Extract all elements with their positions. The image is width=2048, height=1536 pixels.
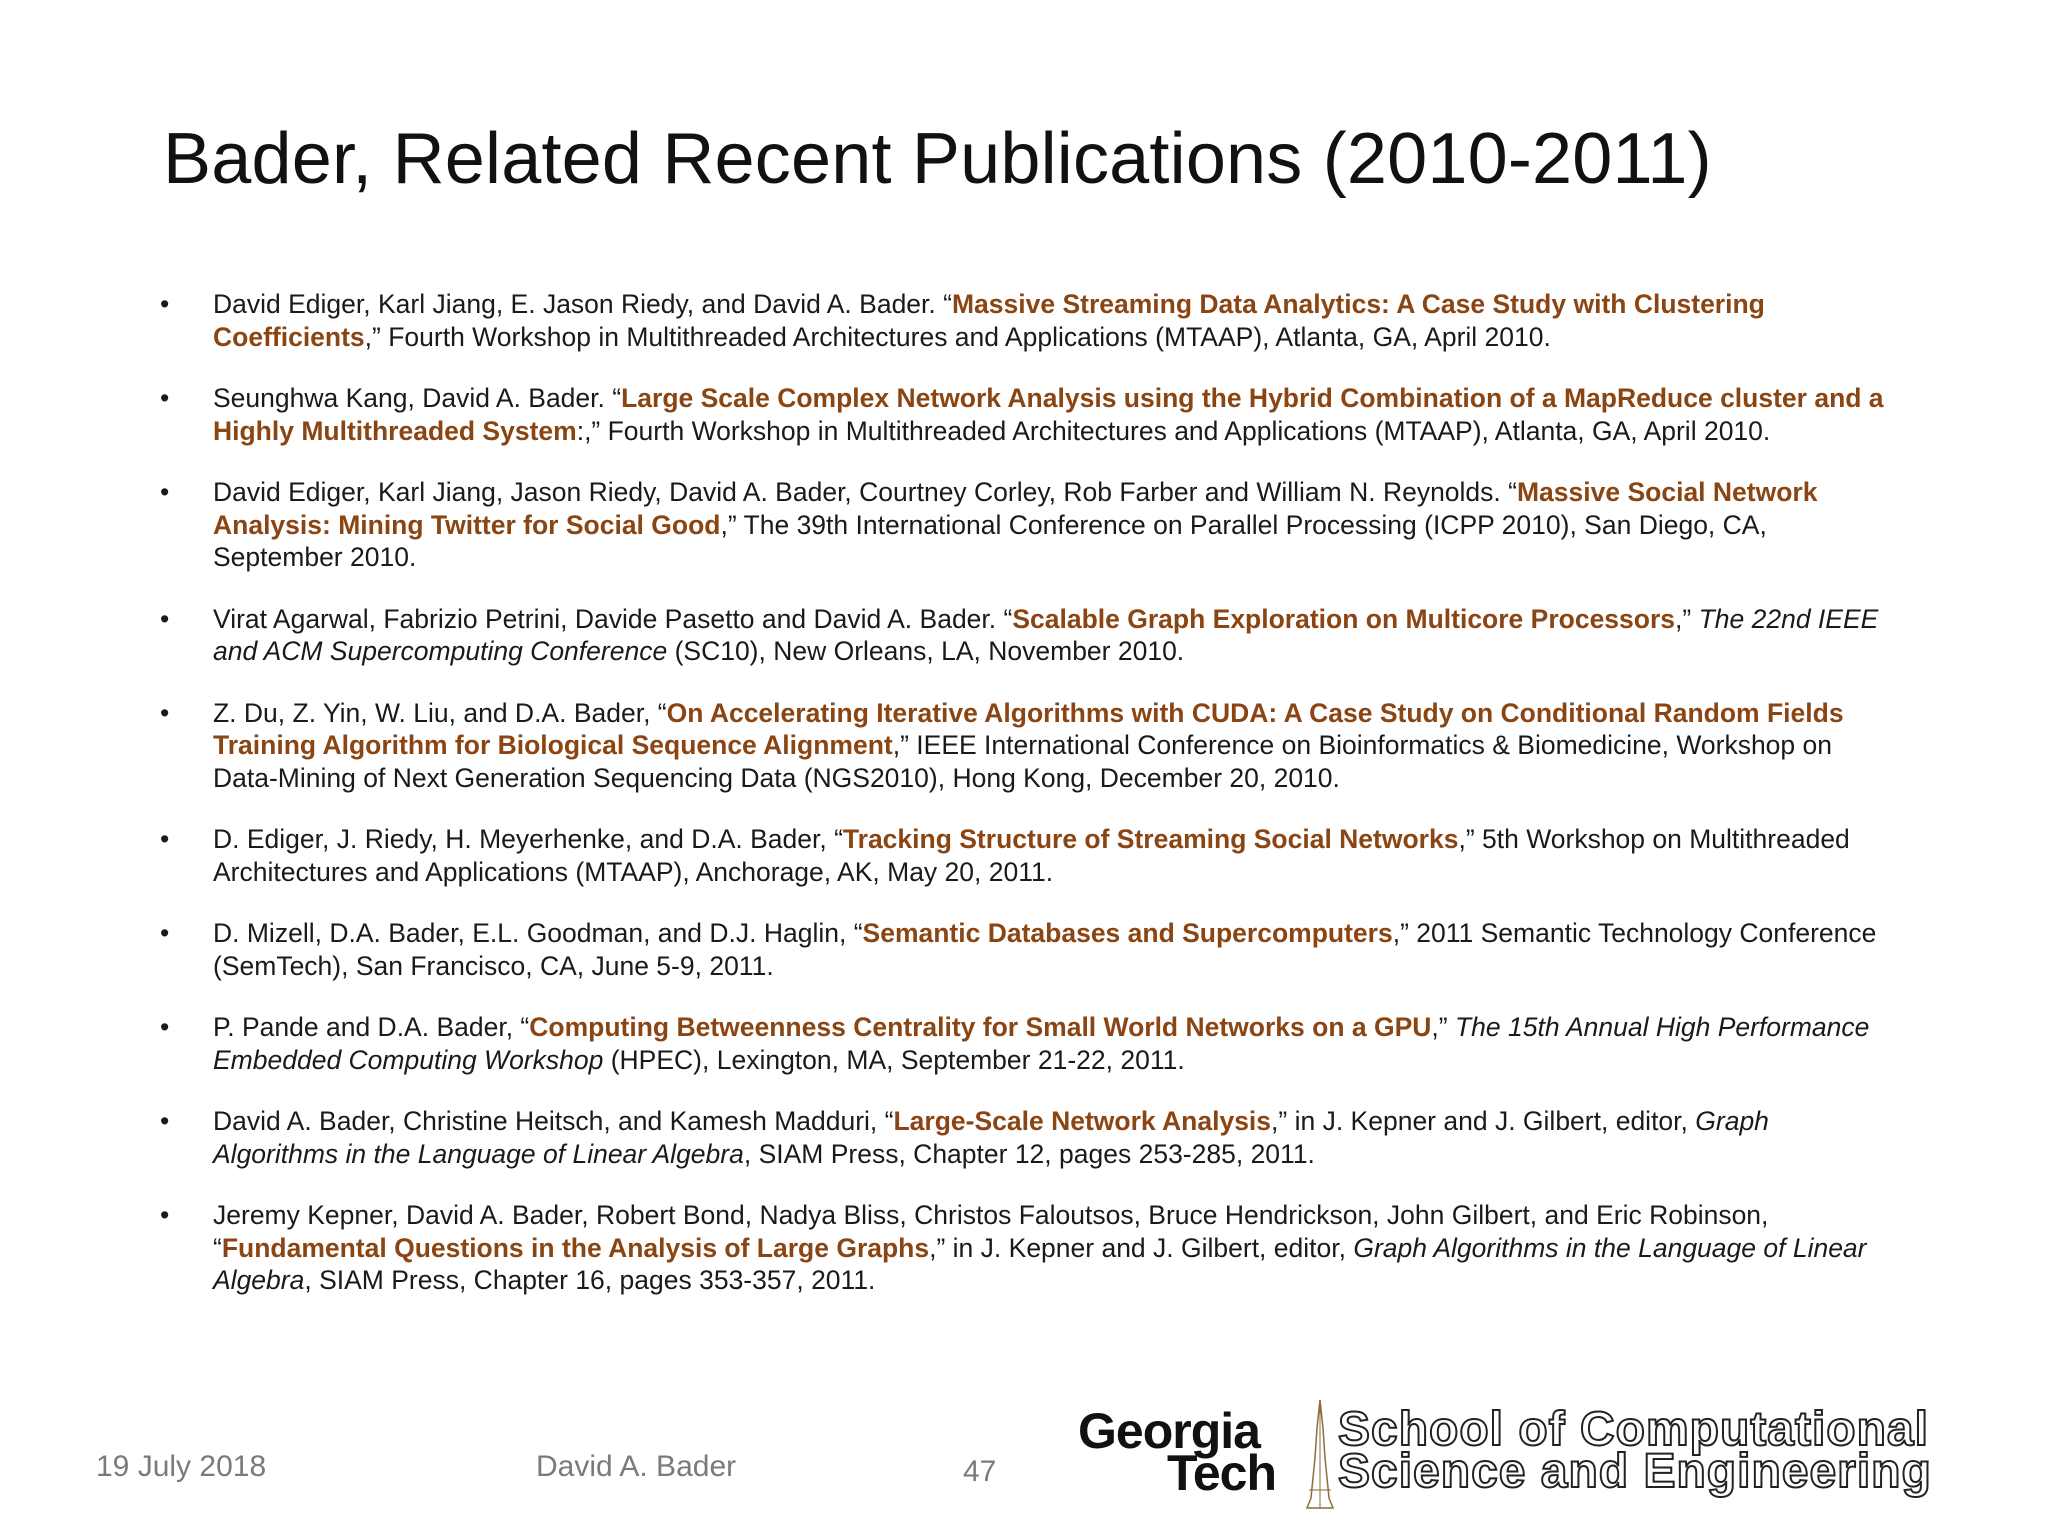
publication-text: (SC10), New Orleans, LA, November 2010. [667, 636, 1185, 666]
publication-title: Massive Streaming Data Analytics: A Case Study with Clustering Coefficients [213, 289, 1765, 352]
logo-tech-text: Tech [1167, 1445, 1276, 1501]
publication-text: ,” in J. Kepner and J. Gilbert, editor, [1271, 1106, 1696, 1136]
bullet-icon: • [160, 1012, 170, 1042]
publication-text: ,” The 39th International Conference on Parallel Processing (ICPP 2010), San Diego, CA, September 2010. [213, 509, 1767, 572]
publication-item [160, 288, 1900, 353]
publication-list [160, 288, 1900, 1326]
publication-item [160, 697, 1900, 795]
publication-title: Scalable Graph Exploration on Multicore Processors [1012, 603, 1676, 634]
publication-title: Large-Scale Network Analysis [893, 1106, 1272, 1136]
bullet-icon: • [160, 289, 170, 319]
publication-text: D. Mizell, D.A. Bader, E.L. Goodman, and D.J. Haglin, “ [213, 918, 863, 948]
page-number: 47 [963, 1455, 997, 1488]
publication-text: ,” 2011 Semantic Technology Conference (SemTech), San Francisco, CA, June 5-9, 2011. [213, 918, 1877, 981]
publication-title: Semantic Databases and Supercomputers [862, 918, 1393, 948]
publication-text: ,” IEEE International Conference on Bioinformatics & Biomedicine, Workshop on Data-Mining of Next Generation Sequencing Data (NGS2010), Hong Kong, December 20, 2010. [213, 730, 1832, 793]
bullet-icon: • [160, 918, 170, 948]
publication-item [160, 382, 1900, 447]
georgia-tech-logo [1078, 1398, 2024, 1510]
publication-item [160, 917, 1900, 982]
publication-text: Virat Agarwal, Fabrizio Petrini, Davide Pasetto and David A. Bader. “ [213, 603, 1013, 634]
tech-tower-icon [1303, 1398, 1337, 1510]
publication-text: (HPEC), Lexington, MA, September 21-22, 2011. [603, 1044, 1185, 1075]
publication-text: ,” [1431, 1012, 1455, 1042]
publication-text: ,” Fourth Workshop in Multithreaded Architectures and Applications (MTAAP), Atlanta, GA, April 2010. [364, 321, 1551, 352]
publication-title: Computing Betweenness Centrality for Small World Networks on a GPU [529, 1012, 1432, 1042]
publication-text: Jeremy Kepner, David A. Bader, Robert Bond, Nadya Bliss, Christos Faloutsos, Bruce Hendrickson, John Gilbert, and Eric Robinson, “ [213, 1200, 1769, 1263]
logo-school-line2: Science and Engineering [1338, 1445, 1932, 1498]
publication-title: Tracking Structure of Streaming Social Networks [842, 824, 1459, 854]
publication-text: ,” 5th Workshop on Multithreaded Architectures and Applications (MTAAP), Anchorage, AK, May 20, 2011. [213, 824, 1850, 887]
publication-text: P. Pande and D.A. Bader, “ [213, 1012, 530, 1042]
publication-title: Large Scale Complex Network Analysis using the Hybrid Combination of a MapReduce cluster and a Highly Multithreaded System [213, 383, 1884, 446]
publication-item [160, 603, 1900, 668]
publication-text: ,” in J. Kepner and J. Gilbert, editor, [929, 1232, 1354, 1263]
publication-venue: The 22nd IEEE and ACM Supercomputing Conference [213, 603, 1879, 666]
publication-text: :,” Fourth Workshop in Multithreaded Architectures and Applications (MTAAP), Atlanta, GA, April 2010. [576, 415, 1771, 446]
publication-title: On Accelerating Iterative Algorithms with CUDA: A Case Study on Conditional Random Fields Training Algorithm for Biological Sequence Alignment [213, 697, 1844, 760]
publication-item [160, 823, 1900, 888]
bullet-icon: • [160, 477, 170, 507]
bullet-icon: • [160, 1106, 170, 1136]
publication-text: David Ediger, Karl Jiang, Jason Riedy, David A. Bader, Courtney Corley, Rob Farber and William N. Reynolds. “ [213, 477, 1517, 507]
publication-text: Seunghwa Kang, David A. Bader. “ [213, 383, 622, 413]
logo-school-line1: School of Computational [1338, 1403, 1929, 1456]
publication-text: D. Ediger, J. Riedy, H. Meyerhenke, and D.A. Bader, “ [213, 824, 843, 854]
publication-title: Massive Social Network Analysis: Mining Twitter for Social Good [213, 477, 1818, 540]
bullet-icon: • [160, 383, 170, 413]
publication-item [160, 476, 1900, 574]
publication-text: David Ediger, Karl Jiang, E. Jason Riedy, and David A. Bader. “ [213, 289, 952, 319]
publication-text: Z. Du, Z. Yin, W. Liu, and D.A. Bader, “ [213, 697, 667, 728]
publication-venue: Graph Algorithms in the Language of Linear Algebra [213, 1106, 1769, 1169]
publication-venue: Graph Algorithms in the Language of Linear Algebra [213, 1232, 1867, 1295]
publication-title: Fundamental Questions in the Analysis of Large Graphs [221, 1232, 930, 1263]
footer-date: 19 July 2018 [96, 1450, 267, 1483]
publication-item [160, 1105, 1900, 1170]
publication-venue: The 15th Annual High Performance Embedded Computing Workshop [213, 1012, 1870, 1075]
publication-item [160, 1011, 1900, 1076]
publication-text: , SIAM Press, Chapter 16, pages 353-357, 2011. [304, 1265, 876, 1295]
logo-georgia-text: Georgia [1078, 1403, 1260, 1459]
slide-title: Bader, Related Recent Publications (2010-2011) [163, 119, 1712, 199]
publication-text: ,” [1675, 603, 1699, 634]
bullet-icon: • [160, 824, 170, 854]
publication-text: , SIAM Press, Chapter 12, pages 253-285, 2011. [743, 1138, 1315, 1169]
bullet-icon: • [160, 603, 170, 634]
bullet-icon: • [160, 1200, 170, 1230]
bullet-icon: • [160, 697, 170, 728]
publication-text: David A. Bader, Christine Heitsch, and Kamesh Madduri, “ [213, 1106, 894, 1136]
footer-author: David A. Bader [536, 1450, 737, 1483]
publication-item [160, 1199, 1900, 1297]
